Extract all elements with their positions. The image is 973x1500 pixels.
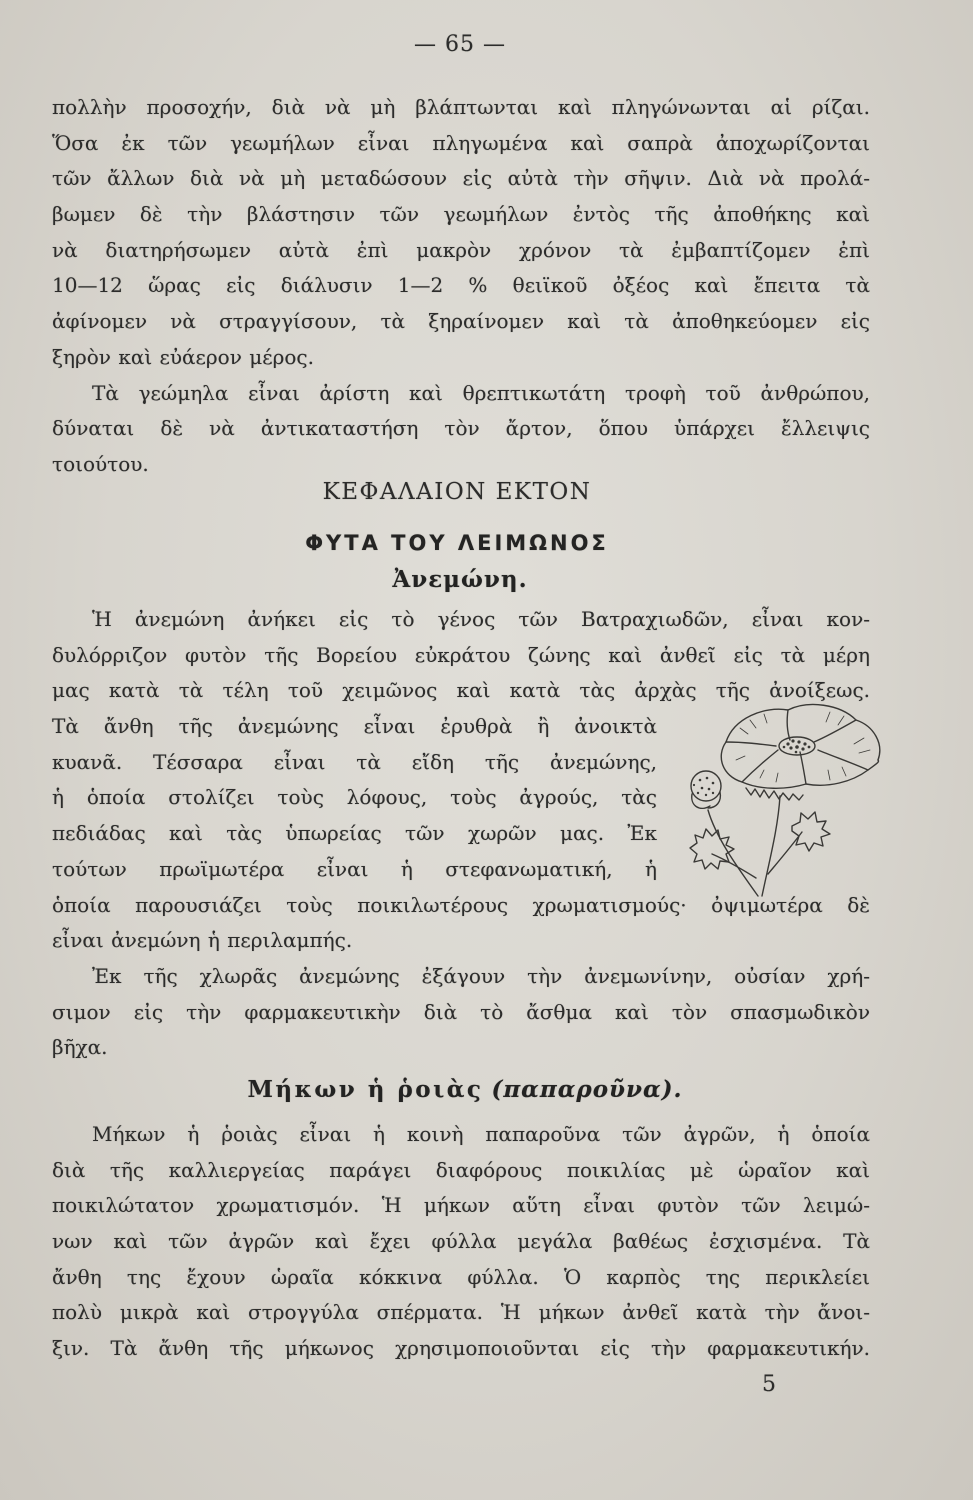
text-line: πεδιάδας καὶ τὰς ὑπωρείας τῶν χωρῶν μας. Ἐκ <box>52 821 657 846</box>
text-line: ξιν. Τὰ ἄνθη τῆς μήκωνος χρησιμοποιοῦνται εἰς τὴν φαρμακευτικήν. <box>52 1336 870 1361</box>
text-line: ἄνθη της ἔχουν ὡραῖα κόκκινα φύλλα. Ὁ καρπὸς της περικλείει <box>52 1264 870 1289</box>
text-line: εἶναι ἀνεμώνη ἡ περιλαμπής. <box>52 928 353 953</box>
text-block-potatoes <box>52 90 870 483</box>
section-title: ΦΥΤΑ ΤΟΥ ΛΕΙΜΩΝΟΣ <box>305 531 609 555</box>
involucre <box>746 788 803 800</box>
poppy-heading <box>0 1075 930 1105</box>
text-line: διὰ τῆς καλλιεργείας παράγει διαφόρους ποικιλίας μὲ ὡραῖον καὶ <box>52 1157 870 1182</box>
text-line: δυλόρριζον φυτὸν τῆς Βορείου εὐκράτου ζώνης καὶ ἀνθεῖ εἰς τὰ μέρη <box>52 642 870 667</box>
flower-center <box>779 737 815 755</box>
printer-signature: 5 <box>762 1372 776 1397</box>
text-line: βῆχα. <box>52 1035 108 1060</box>
text-line: ὁποία παρουσιάζει τοὺς ποικιλωτέρους χρωματισμούς· ὀψιμωτέρα δὲ <box>52 892 870 917</box>
text-line: 10—12 ὥρας εἰς διάλυσιν 1—2 % θειϊκοῦ ὀξέος καὶ ἔπειτα τὰ <box>52 273 870 298</box>
text-line: Μήκων ἡ ῥοιὰς εἶναι ἡ κοινὴ παπαροῦνα τῶν ἀγρῶν, ἡ ὁποία <box>92 1122 870 1146</box>
poppy-heading-name: Μήκων ἡ ῥοιὰς <box>247 1076 484 1103</box>
leaf-stalk <box>768 832 802 874</box>
text-block-poppy <box>52 1117 870 1367</box>
flower-head <box>721 705 879 789</box>
text-line: Ἡ ἀνεμώνη ἀνήκει εἰς τὸ γένος τῶν Βατραχιωδῶν, εἶναι κον- <box>92 607 870 631</box>
text-line: ξηρὸν καὶ εὐάερον μέρος. <box>52 344 314 369</box>
text-line: τούτων πρωϊμωτέρα εἶναι ἡ στεφανωματική, ἡ <box>52 856 657 881</box>
page-number: — 65 — <box>414 32 506 57</box>
text-line: Τὰ γεώμηλα εἶναι ἀρίστη καὶ θρεπτικωτάτη τροφὴ τοῦ ἀνθρώπου, <box>92 380 870 405</box>
text-line: σιμον εἰς τὴν φαρμακευτικὴν διὰ τὸ ἄσθμα καὶ τὸν σπασμωδικὸν <box>52 999 870 1024</box>
text-line: δύναται δὲ νὰ ἀντικαταστήση τὸν ἄρτον, ὅπου ὑπάρχει ἔλλειψις <box>52 416 870 441</box>
text-line: Τὰ ἄνθη τῆς ἀνεμώνης εἶναι ἐρυθρὰ ἢ ἀνοικτὰ <box>52 714 657 739</box>
text-line: πολλὴν προσοχήν, διὰ νὰ μὴ βλάπτωνται καὶ πληγώνωνται αἱ ρίζαι. <box>52 95 870 119</box>
chapter-title: ΚΕΦΑΛΑΙΟΝ ΕΚΤΟΝ <box>322 479 592 505</box>
stem <box>762 796 780 896</box>
poppy-heading-common-name: (παπαροῦνα). <box>491 1076 683 1103</box>
text-line: νὰ διατηρήσωμεν αὐτὰ ἐπὶ μακρὸν χρόνον τὰ ἐμβαπτίζομεν ἐπὶ <box>52 237 870 262</box>
text-line: νων καὶ τῶν ἀγρῶν καὶ ἔχει φύλλα μεγάλα βαθέως ἐσχισμένα. Τὰ <box>52 1229 870 1254</box>
leaf <box>792 812 830 851</box>
text-line: τοιούτου. <box>52 451 149 476</box>
anemone-illustration-icon <box>680 698 890 898</box>
text-line: κυανᾶ. Τέσσαρα εἶναι τὰ εἴδη τῆς ἀνεμώνης, <box>52 749 657 774</box>
text-line: βωμεν δὲ τὴν βλάστησιν τῶν γεωμήλων ἐντὸς τῆς ἀποθήκης καὶ <box>52 202 870 227</box>
text-line: Ὅσα ἐκ τῶν γεωμήλων εἶναι πληγωμένα καὶ σαπρὰ ἀποχωρίζονται <box>52 130 870 155</box>
text-line: πολὺ μικρὰ καὶ στρογγύλα σπέρματα. Ἡ μήκων ἀνθεῖ κατὰ τὴν ἄνοι- <box>52 1300 870 1325</box>
text-line: Ἐκ τῆς χλωρᾶς ἀνεμώνης ἐξάγουν τὴν ἀνεμωνίνην, οὐσίαν χρή- <box>92 963 870 988</box>
text-line: ἡ ὁποία στολίζει τοὺς λόφους, τοὺς ἀγρούς, τὰς <box>52 785 657 810</box>
text-line: μας κατὰ τὰ τέλη τοῦ χειμῶνος καὶ κατὰ τὰς ἀρχὰς τῆς ἀνοίξεως. <box>52 678 870 703</box>
text-line: τῶν ἄλλων διὰ νὰ μὴ μεταδώσουν εἰς αὐτὰ τὴν σῆψιν. Διὰ νὰ προλά- <box>52 166 870 191</box>
leaf <box>690 829 734 869</box>
text-line: ἀφίνομεν νὰ στραγγίσουν, τὰ ξηραίνομεν καὶ τὰ ἀποθηκεύομεν εἰς <box>52 309 870 334</box>
text-line: ποικιλώτατον χρωματισμόν. Ἡ μήκων αὕτη εἶναι φυτὸν τῶν λειμώ- <box>52 1193 870 1218</box>
anemone-heading: Ἀνεμώνη. <box>392 566 528 593</box>
